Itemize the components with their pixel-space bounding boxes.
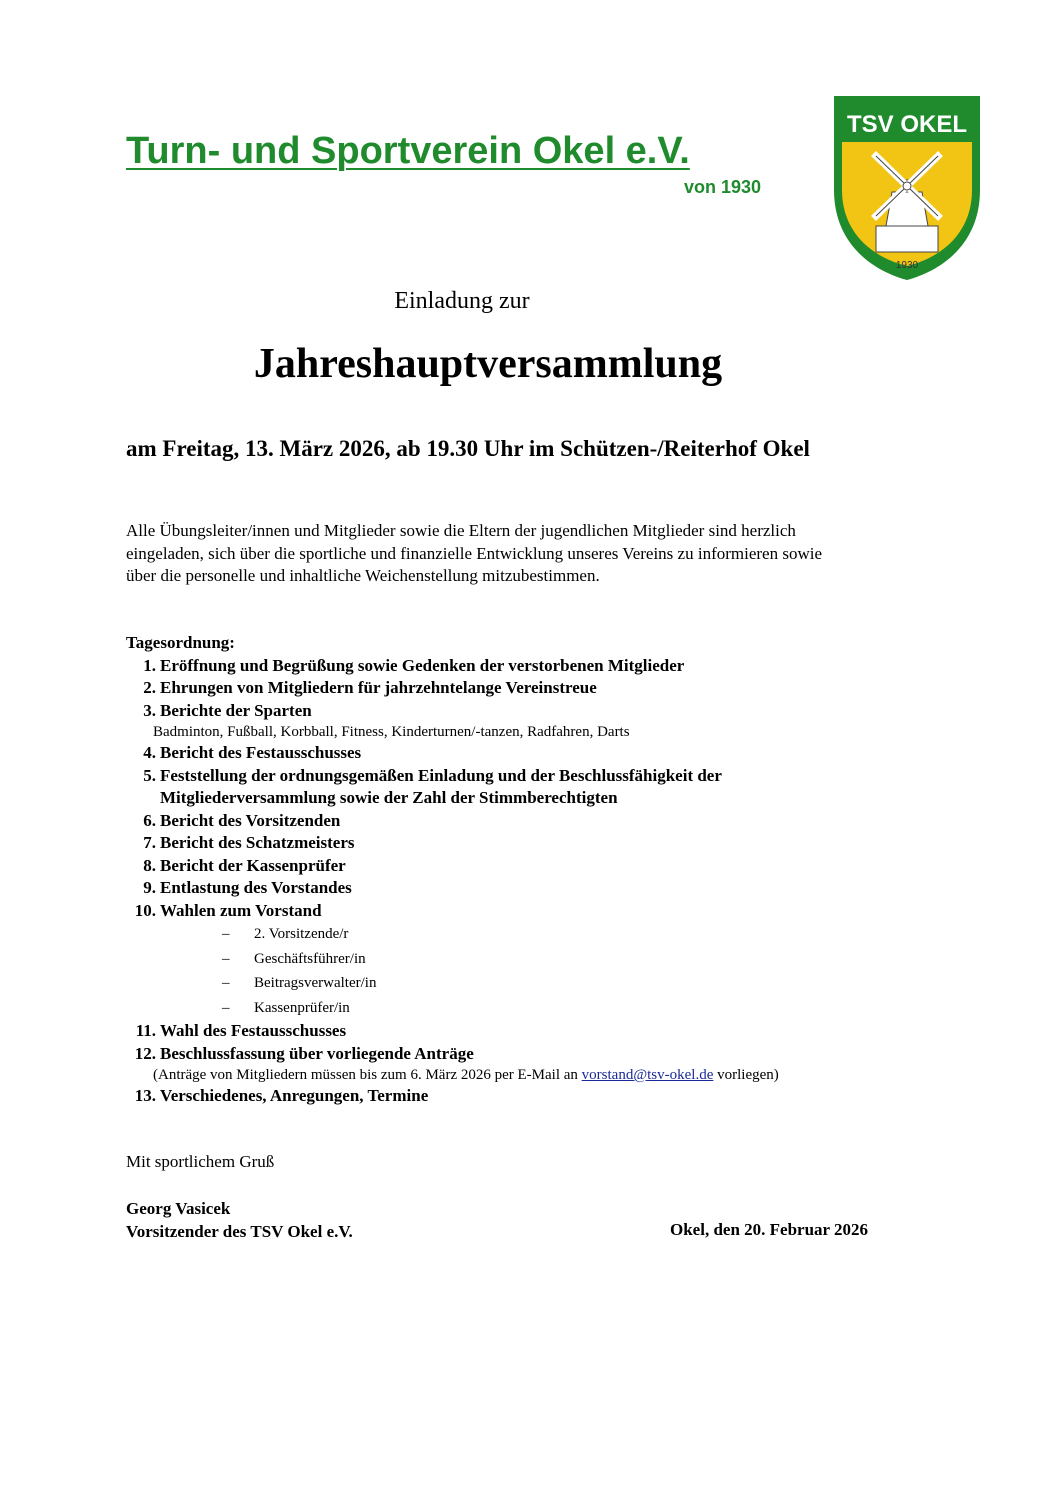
agenda-item-text: Verschiedenes, Anregungen, Termine xyxy=(160,1086,429,1105)
agenda-item-note xyxy=(153,1065,946,1085)
agenda-item-number: 4. xyxy=(143,743,156,762)
election-position xyxy=(126,947,946,972)
signature-block xyxy=(126,1198,353,1243)
agenda-item-number: 7. xyxy=(143,833,156,852)
election-position xyxy=(126,971,946,996)
agenda-item-number: 1. xyxy=(143,655,156,675)
agenda-item-number: 3. xyxy=(143,700,156,720)
agenda-item-text: Berichte der Sparten xyxy=(160,700,312,720)
agenda-item xyxy=(126,765,946,788)
agenda-item-number: 13. xyxy=(134,1086,156,1105)
page-title: Jahreshauptversammlung xyxy=(253,341,723,387)
agenda-item-number: 12. xyxy=(134,1043,156,1063)
agenda-item-text: Bericht des Vorsitzenden xyxy=(160,810,341,830)
agenda xyxy=(126,632,946,1108)
election-position-label: Geschäftsführer/in xyxy=(254,950,366,967)
election-position-label: 2. Vorsitzende/r xyxy=(254,926,349,942)
agenda-item xyxy=(126,855,946,878)
agenda-item-text: Wahlen zum Vorstand xyxy=(160,900,322,920)
agenda-item xyxy=(126,1043,946,1066)
agenda-item-text: Entlastung des Vorstandes xyxy=(160,878,352,897)
agenda-item xyxy=(126,877,946,900)
agenda-item-text: Mitgliederversammlung sowie der Zahl der Stimmberechtigten xyxy=(160,788,618,807)
agenda-item-text: Beschlussfassung über vorliegende Anträge xyxy=(160,1043,474,1063)
agenda-item xyxy=(126,810,946,833)
agenda-item xyxy=(126,742,946,765)
agenda-item-text: Eröffnung und Begrüßung sowie Gedenken der verstorbenen Mitglieder xyxy=(160,655,685,675)
dash-bullet: – xyxy=(222,999,230,1016)
agenda-item-text: Bericht des Festausschusses xyxy=(160,743,362,762)
agenda-item-note: Badminton, Fußball, Korbball, Fitness, Kinderturnen/-tanzen, Radfahren, Darts xyxy=(153,724,630,740)
club-crest-logo xyxy=(832,94,982,282)
agenda-item-continuation xyxy=(126,787,946,810)
election-position xyxy=(126,996,946,1021)
dash-bullet: – xyxy=(222,950,230,967)
agenda-item-number: 9. xyxy=(143,878,156,897)
agenda-item xyxy=(126,677,946,700)
closing-greeting: Mit sportlichem Gruß xyxy=(126,1152,275,1171)
place-date: Okel, den 20. Februar 2026 xyxy=(670,1220,869,1239)
agenda-item-number: 10. xyxy=(134,900,156,920)
club-name: Turn- und Sportverein Okel e.V. xyxy=(126,130,690,172)
agenda-item-text: Ehrungen von Mitgliedern für jahrzehntelange Vereinstreue xyxy=(160,678,597,697)
agenda-item xyxy=(126,832,946,855)
election-position-label: Kassenprüfer/in xyxy=(254,999,350,1016)
deadline-note-end: vorliegen) xyxy=(713,1067,779,1083)
signer-role: Vorsitzender des TSV Okel e.V. xyxy=(126,1221,353,1241)
agenda-item-number: 2. xyxy=(143,678,156,697)
agenda-item xyxy=(126,700,946,723)
dash-bullet: – xyxy=(222,975,230,991)
agenda-item-text: Bericht des Schatzmeisters xyxy=(160,833,355,852)
agenda-item-text: Feststellung der ordnungsgemäßen Einladung und der Beschlussfähigkeit der xyxy=(160,765,722,785)
intro-line: eingeladen, sich über die sportliche und finanzielle Entwicklung unseres Vereins zu informieren sowie xyxy=(126,543,822,563)
agenda-item-text: Wahl des Festausschusses xyxy=(160,1021,347,1040)
intro-line: Alle Übungsleiter/innen und Mitglieder sowie die Eltern der jugendlichen Mitglieder sind herzlich xyxy=(126,521,796,540)
agenda-item-number: 11. xyxy=(135,1021,156,1040)
signer-name: Georg Vasicek xyxy=(126,1199,231,1218)
crest-year: 1930 xyxy=(895,260,919,271)
agenda-item-text: Bericht der Kassenprüfer xyxy=(160,855,346,875)
agenda-item xyxy=(126,900,946,923)
crest-label: TSV OKEL xyxy=(846,111,968,138)
intro-paragraph xyxy=(126,520,916,588)
intro-line: über die personelle und inhaltliche Weichenstellung mitzubestimmen. xyxy=(126,566,600,585)
agenda-heading: Tagesordnung: xyxy=(126,633,235,652)
event-date-line: am Freitag, 13. März 2026, ab 19.30 Uhr im Schützen-/Reiterhof Okel xyxy=(126,436,810,461)
agenda-item xyxy=(126,1085,946,1108)
agenda-item-number: 5. xyxy=(143,765,156,785)
agenda-item xyxy=(126,1020,946,1043)
agenda-item-number: 8. xyxy=(143,855,156,875)
email-link[interactable]: vorstand@tsv-okel.de xyxy=(581,1067,714,1083)
founded-year: von 1930 xyxy=(683,177,761,197)
election-position-label: Beitragsverwalter/in xyxy=(254,975,377,991)
deadline-note: (Anträge von Mitgliedern müssen bis zum 6. März 2026 per E-Mail an xyxy=(153,1067,582,1083)
invitation-line: Einladung zur xyxy=(394,288,530,314)
agenda-item-number: 6. xyxy=(143,810,156,830)
dash-bullet: – xyxy=(222,926,230,942)
agenda-item xyxy=(126,655,946,678)
election-position xyxy=(126,922,946,947)
